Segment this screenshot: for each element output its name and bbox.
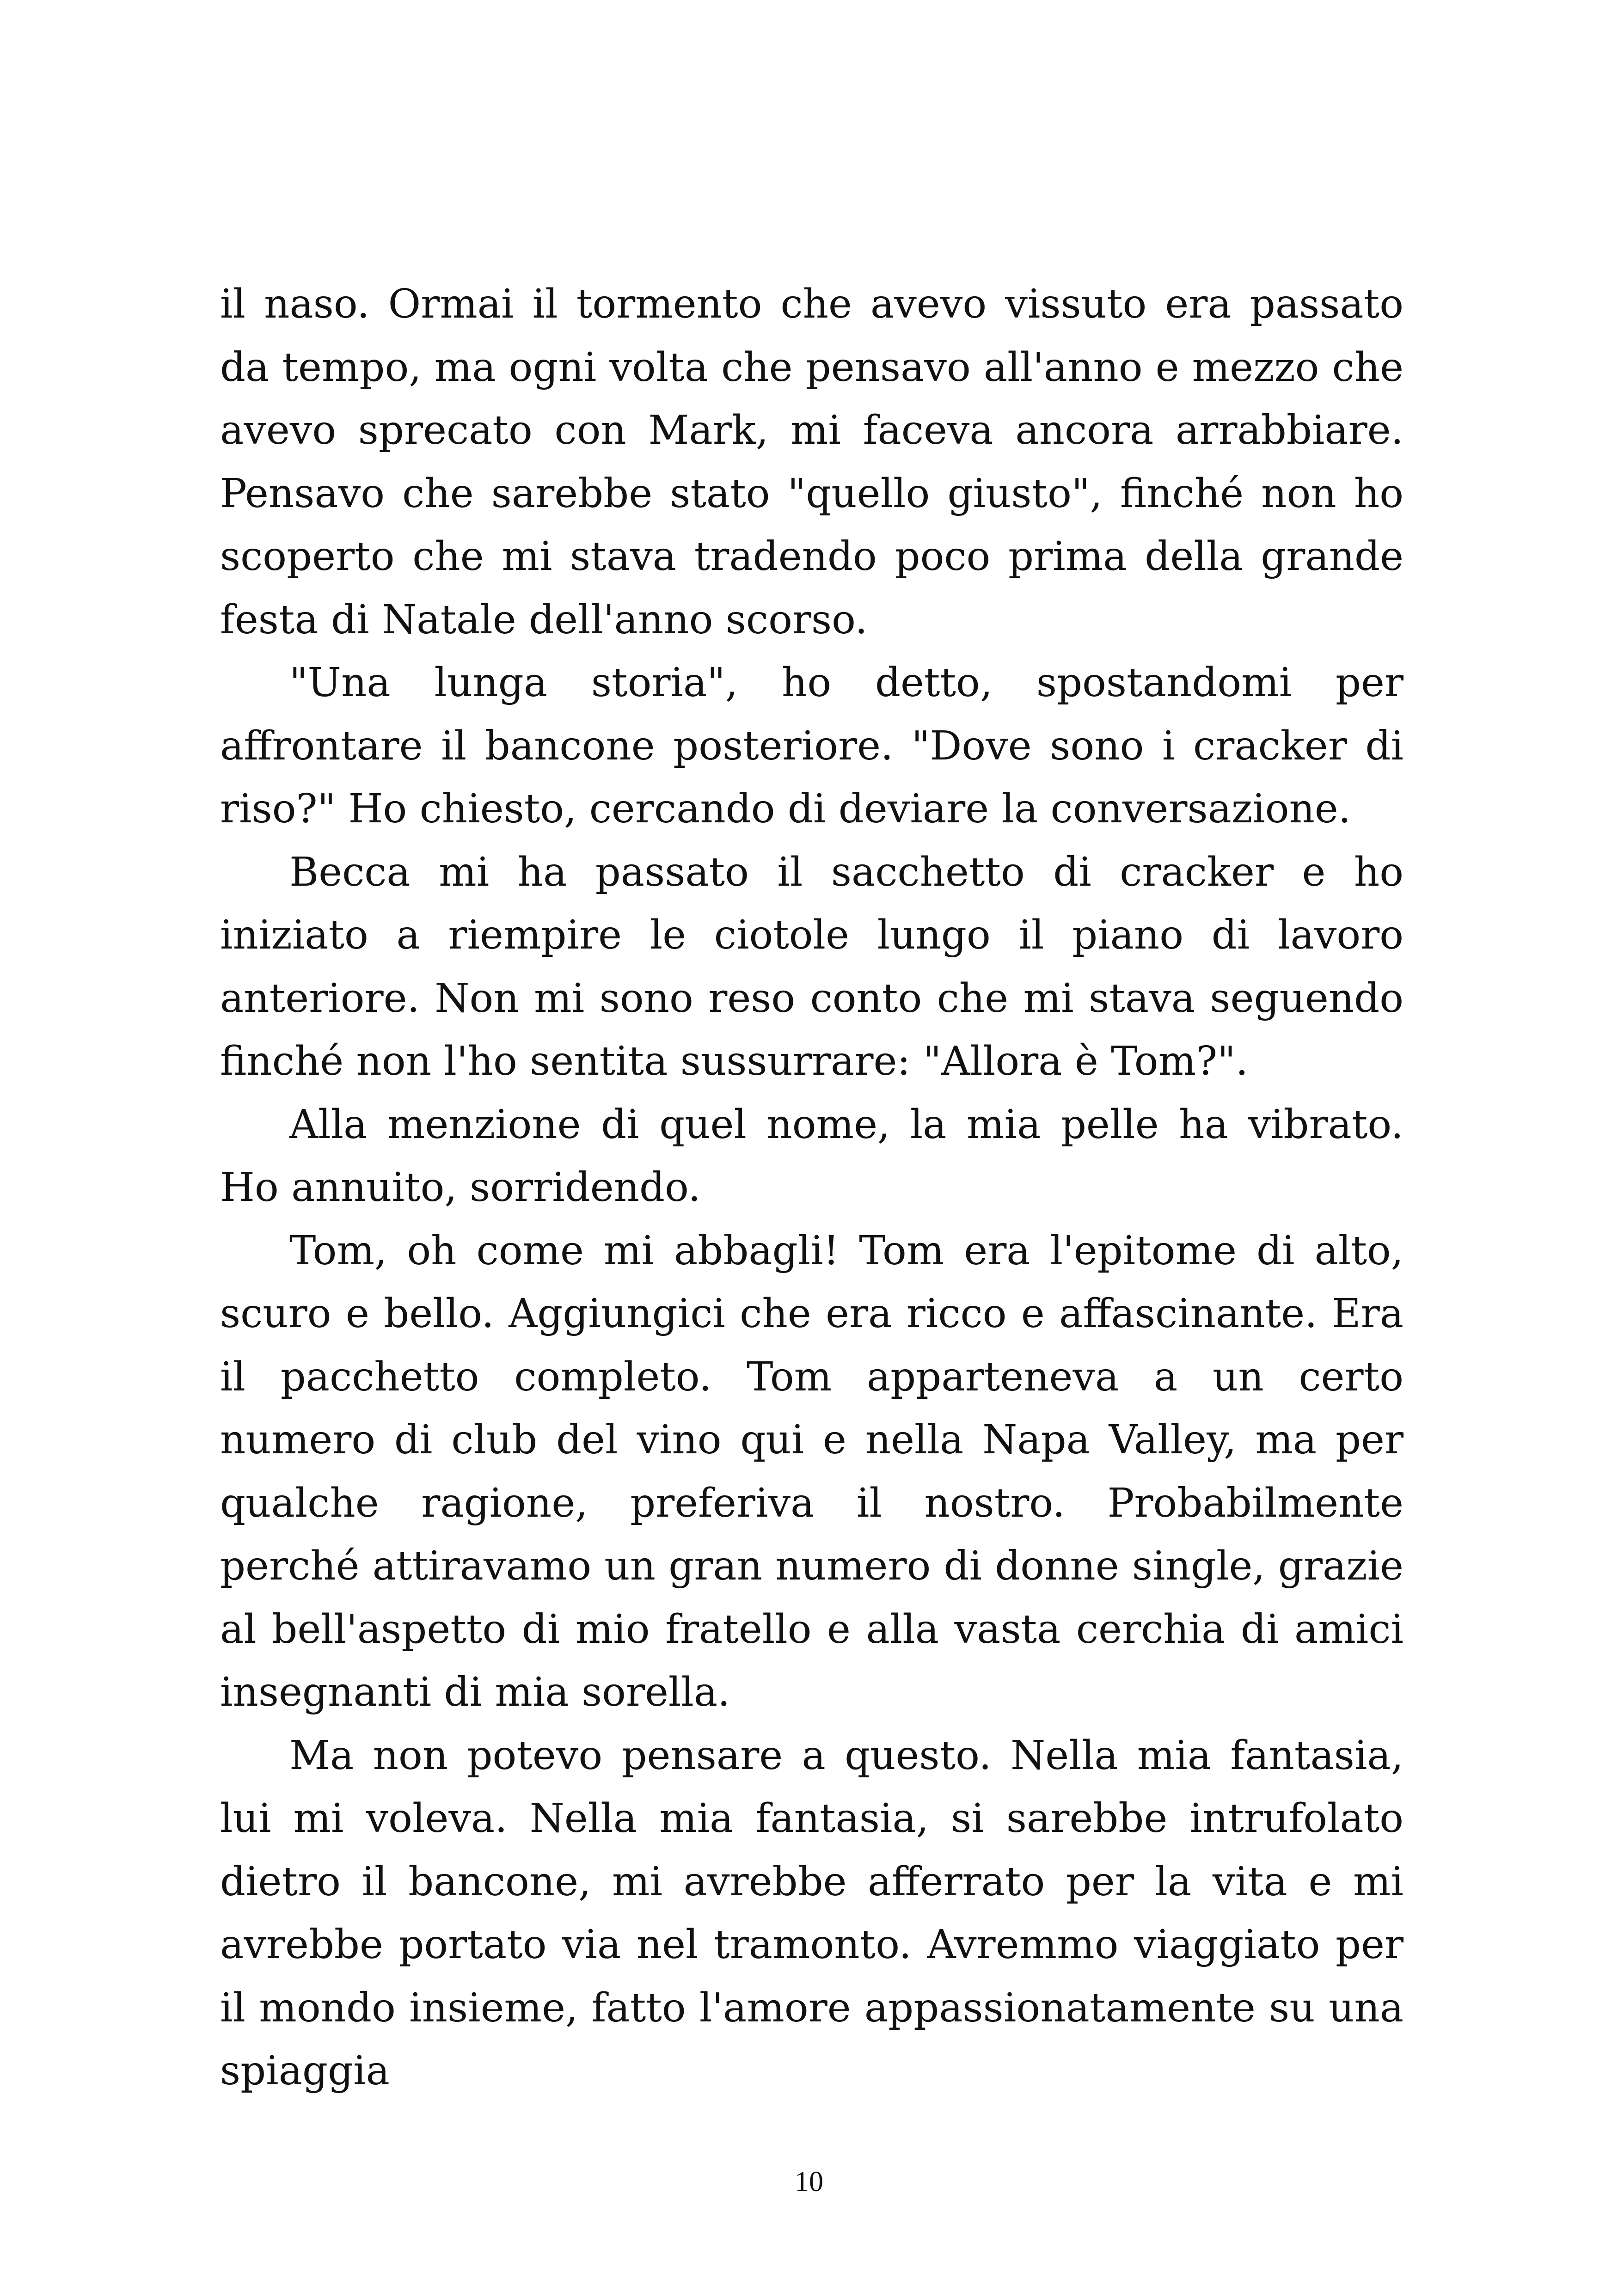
paragraph-2: "Una lunga storia", ho detto, spostandomi per affrontare il bancone posteriore. "Dove sono i cracker di riso?" Ho chiesto, cercando di deviare la conversazione. <box>220 660 1403 832</box>
body-text <box>220 273 1403 2103</box>
paragraph-1: il naso. Ormai il tormento che avevo vissuto era passato da tempo, ma ogni volta che pensavo all'anno e mezzo che avevo sprecato con Mark, mi faceva ancora arrabbiare. Pensavo che sarebbe stato "quello giusto", finché non ho scoperto che mi stava tradendo poco prima della grande festa di Natale dell'anno scorso. <box>220 281 1403 643</box>
paragraph-6: Ma non potevo pensare a questo. Nella mia fantasia, lui mi voleva. Nella mia fantasia, si sarebbe intrufolato dietro il bancone, mi avrebbe afferrato per la vita e mi avrebbe portato via nel tramonto. Avremmo viaggiato per il mondo insieme, fatto l'amore appassionatamente su una spiaggia <box>220 1732 1403 2094</box>
paragraph-5: Tom, oh come mi abbagli! Tom era l'epitome di alto, scuro e bello. Aggiungici che era ricco e affascinante. Era il pacchetto completo. Tom apparteneva a un certo numero di club del vino qui e nella Napa Valley, ma per qualche ragione, preferiva il nostro. Probabilmente perché attiravamo un gran numero di donne single, grazie al bell'aspetto di mio fratello e alla vasta cerchia di amici insegnanti di mia sorella. <box>220 1227 1403 1715</box>
page-number: 10 <box>795 2166 823 2198</box>
paragraph-3: Becca mi ha passato il sacchetto di cracker e ho iniziato a riempire le ciotole lungo il piano di lavoro anteriore. Non mi sono reso conto che mi stava seguendo finché non l'ho sentita sussurrare: "Allora è Tom?". <box>220 849 1403 1084</box>
paragraph-4: Alla menzione di quel nome, la mia pelle ha vibrato. Ho annuito, sorridendo. <box>220 1101 1403 1211</box>
